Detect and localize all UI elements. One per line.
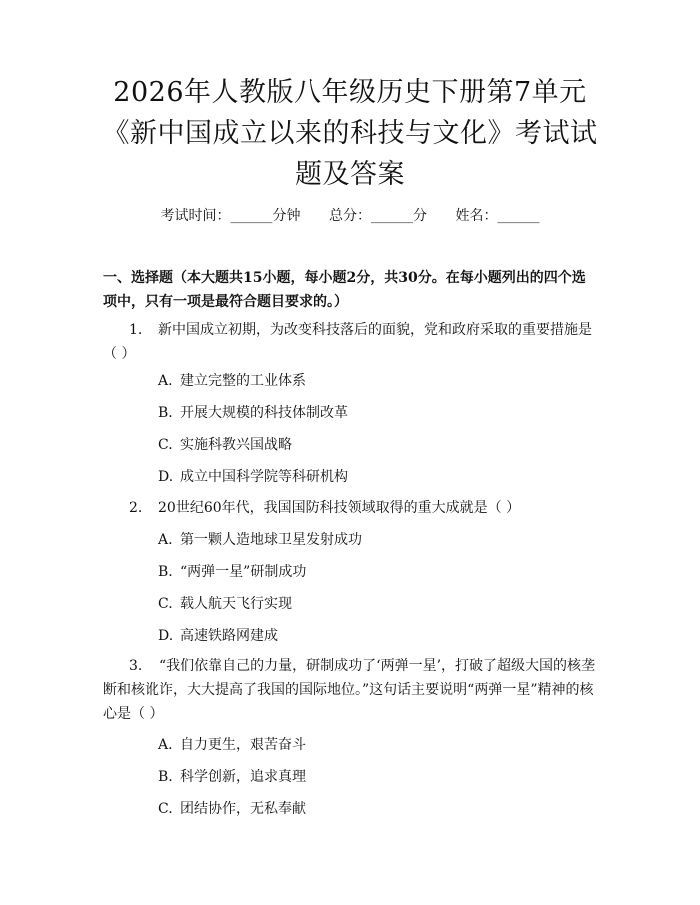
question-3-option-a (158, 735, 306, 755)
question-stem: 20世纪60年代，我国国防科技领域取得的重大成就是（ ） (158, 500, 521, 516)
question-3-option-b (158, 767, 306, 787)
option-text: 科学创新，追求真理 (180, 769, 306, 785)
question-3-option-c (158, 799, 306, 819)
option-text: “两弹一星”研制成功 (180, 564, 307, 580)
question-stem: “我们依靠自己的力量，研制成功了‘两弹一星’，打破了超级大国的核垄断和核讹诈，大大提高了我国的国际地位。”这句话主要说明“两弹一星”精神的核心是（ ） (103, 658, 596, 722)
question-1-option-a (158, 371, 306, 391)
exam-meta (0, 206, 700, 226)
option-text: 高速铁路网建成 (180, 628, 278, 644)
question-3 (103, 654, 599, 726)
question-1-option-d (158, 467, 348, 487)
option-text: 载人航天飞行实现 (180, 596, 292, 612)
exam-time: 考试时间：______分钟 (160, 208, 301, 224)
question-2-option-a (158, 530, 362, 550)
option-letter: C. (158, 437, 173, 453)
document-title: 2026年人教版八年级历史下册第7单元《新中国成立以来的科技与文化》考试试题及答案 (102, 77, 598, 190)
section-heading: 一、选择题（本大题共15小题，每小题2分，共30分。在每小题列出的四个选项中，只有一项是最符合题目要求的。） (103, 270, 586, 310)
question-number: 2. (129, 500, 143, 516)
option-text: 建立完整的工业体系 (180, 373, 306, 389)
option-letter: D. (158, 469, 174, 485)
option-text: 团结协作，无私奉献 (180, 801, 306, 817)
option-letter: A. (158, 737, 173, 753)
option-text: 开展大规模的科技体制改革 (180, 405, 348, 421)
total-score: 总分：______分 (329, 208, 427, 224)
option-letter: A. (158, 373, 173, 389)
option-letter: C. (158, 801, 173, 817)
question-number: 1. (129, 322, 143, 338)
question-1-option-b (158, 403, 348, 423)
option-text: 实施科教兴国战略 (180, 437, 292, 453)
question-1 (103, 318, 599, 366)
option-letter: D. (158, 628, 174, 644)
question-2-option-b (158, 562, 306, 582)
question-2-option-d (158, 626, 278, 646)
question-1-option-c (158, 435, 292, 455)
option-text: 成立中国科学院等科研机构 (180, 469, 348, 485)
student-name: 姓名：______ (455, 208, 540, 224)
option-letter: B. (158, 564, 173, 580)
option-letter: B. (158, 769, 173, 785)
option-letter: A. (158, 532, 173, 548)
question-stem: 新中国成立初期，为改变科技落后的面貌，党和政府采取的重要措施是（ ） (103, 322, 592, 362)
question-2 (103, 496, 599, 520)
option-letter: B. (158, 405, 173, 421)
option-text: 第一颗人造地球卫星发射成功 (180, 532, 362, 548)
question-number: 3. (129, 658, 143, 674)
option-text: 自力更生，艰苦奋斗 (180, 737, 306, 753)
question-2-option-c (158, 594, 292, 614)
option-letter: C. (158, 596, 173, 612)
